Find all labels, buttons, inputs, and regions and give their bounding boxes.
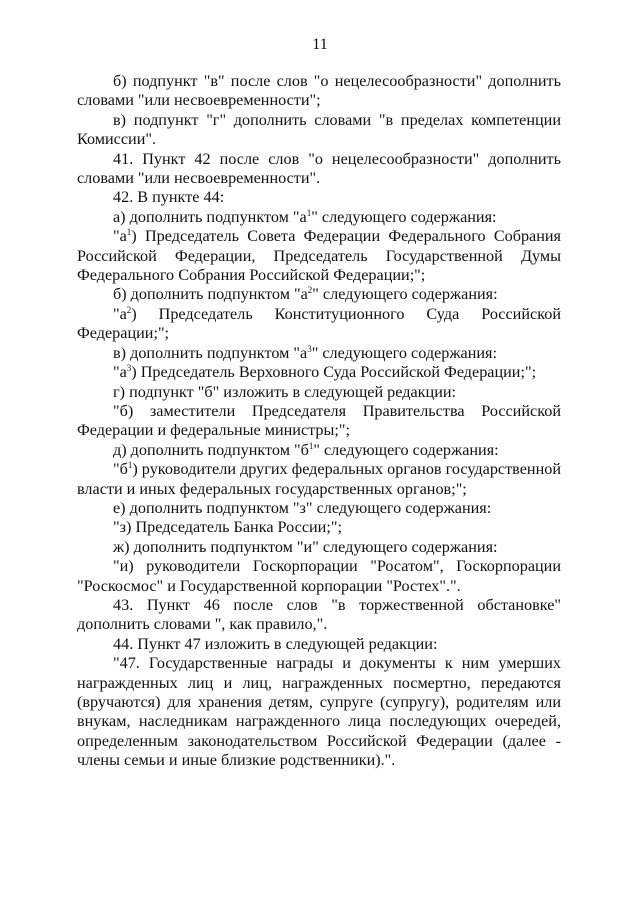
paragraph-41: 41. Пункт 42 после слов "о нецелесообразности" дополнить словами "или несвоевременности".	[77, 149, 561, 188]
paragraph-i-text: "и) руководители Госкорпорации "Росатом", Госкорпорации "Роскосмос" и Государственной корпорации "Ростех".".	[77, 557, 561, 595]
paragraph-43: 43. Пункт 46 после слов "в торжественной обстановке" дополнить словами ", как правило,".	[77, 595, 561, 634]
text-part: "а	[113, 363, 127, 382]
paragraph-42-a	[77, 208, 561, 227]
paragraph-42-zh: ж) дополнить подпунктом "и" следующего содержания:	[113, 537, 498, 556]
text-part: ) Председатель Совета Федерации Федерального Собрания Российской Федерации, Председатель Государственной Думы Федерального Собрания Российской Федерации;";	[77, 227, 561, 285]
paragraph-42-v	[77, 344, 561, 363]
paragraph-42-g: г) подпункт "б" изложить в следующей редакции:	[113, 382, 457, 401]
text-part: а) дополнить подпунктом "а	[113, 207, 307, 226]
paragraph-42-d	[77, 441, 561, 460]
paragraph-b-text: "б) заместители Председателя Правительства Российской Федерации и федеральные министры;";	[77, 401, 561, 440]
superscript: 1	[308, 440, 314, 451]
paragraph-b-subitem-v: б) подпункт "в" после слов "о нецелесообразности" дополнить словами "или несвоевременности";	[77, 72, 561, 110]
text-part: " следующего содержания:	[311, 207, 497, 226]
superscript: 3	[126, 363, 132, 374]
paragraph-42-e: е) дополнить подпунктом "з" следующего содержания:	[113, 498, 492, 517]
paragraph-44: 44. Пункт 47 изложить в следующей редакции:	[113, 634, 438, 653]
paragraph-a2-text	[77, 305, 561, 344]
paragraph-a1-text	[77, 227, 561, 285]
paragraph-b1-text	[77, 460, 561, 499]
paragraph-42: 42. В пункте 44:	[113, 188, 225, 207]
document-body	[77, 72, 561, 771]
text-part: ) Председатель Конституционного Суда Российской Федерации;";	[77, 304, 561, 343]
superscript: 2	[126, 304, 132, 315]
page-number: 11	[312, 36, 328, 53]
superscript: 1	[127, 460, 133, 471]
superscript: 1	[126, 227, 132, 238]
superscript: 1	[306, 207, 312, 218]
text-part: в) дополнить подпунктом "а	[113, 343, 308, 362]
superscript: 2	[307, 285, 313, 296]
text-part: "а	[113, 304, 127, 323]
paragraph-z-text: "з) Председатель Банка России;";	[113, 518, 342, 537]
text-part: " следующего содержания:	[311, 343, 497, 362]
text-part: б) дополнить подпунктом "а	[113, 285, 308, 304]
text-part: "а	[113, 227, 127, 246]
text-part: ) Председатель Верховного Суда Российской Федерации;";	[131, 363, 537, 382]
paragraph-a3-text	[77, 363, 561, 382]
text-part: д) дополнить подпунктом "б	[113, 440, 309, 459]
superscript: 3	[307, 343, 312, 354]
paragraph-42-b	[77, 285, 561, 304]
text-part: "б	[113, 460, 128, 479]
text-part: ) руководители других федеральных органов государственной власти и иных федеральных государственных органов;";	[77, 460, 561, 498]
text-part: " следующего содержания:	[312, 285, 498, 304]
paragraph-47-text: "47. Государственные награды и документы к ним умерших награжденных лиц и лиц, награжденных посмертно, передаются (вручаются) для хранения детям, супруге (супругу), родителям или внукам, наследникам награжденного лица последующих очередей, определенным законодательством Российской Федерации (далее - члены семьи и иные близкие родственники).".	[77, 654, 561, 770]
text-part: " следующего содержания:	[313, 440, 499, 459]
paragraph-v-subitem-g: в) подпункт "г" дополнить словами "в пределах компетенции Комиссии".	[77, 110, 561, 149]
